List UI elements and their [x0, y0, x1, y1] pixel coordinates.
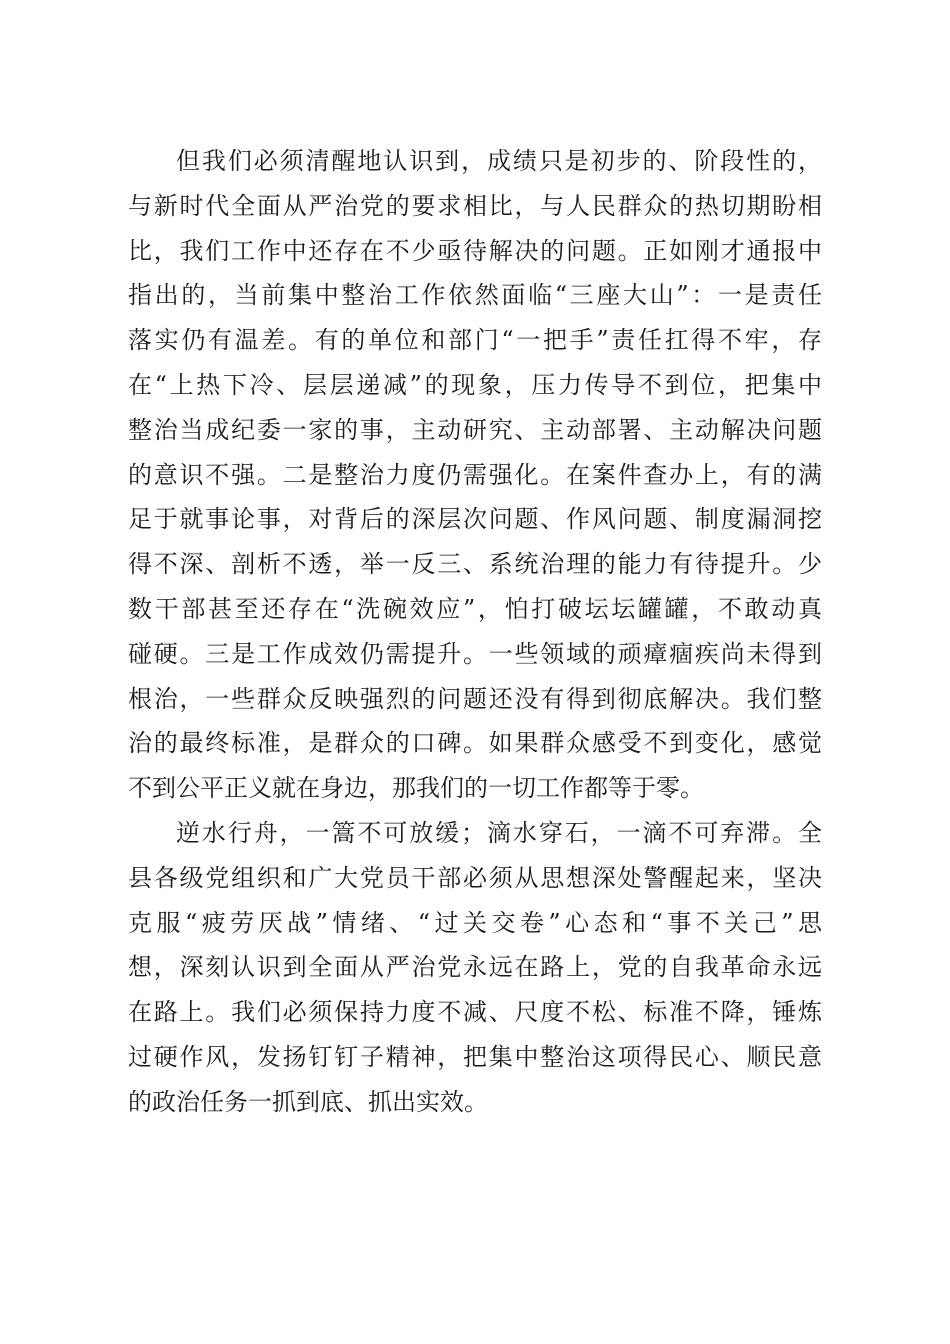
text-line: 碰硬。三是工作成效仍需提升。一些领域的顽瘴痼疾尚未得到	[128, 639, 822, 668]
text-line: 但我们必须清醒地认识到，成绩只是初步的、阶段性的，	[176, 147, 822, 175]
text-line: 在路上。我们必须保持力度不减、尺度不松、标准不降，锤炼	[128, 998, 822, 1027]
paragraph-1	[128, 139, 822, 811]
text-line: 落实仍有温差。有的单位和部门“一把手”责任扛得不牢，存	[128, 326, 822, 355]
text-line: 数干部甚至还存在“洗碗效应”，怕打破坛坛罐罐，不敢动真	[128, 594, 822, 623]
text-line: 整治当成纪委一家的事，主动研究、主动部署、主动解决问题	[128, 415, 822, 444]
text-line: 逆水行舟，一篙不可放缓；滴水穿石，一滴不可弃滞。全	[176, 818, 822, 847]
text-line: 指出的，当前集中整治工作依然面临“三座大山”：一是责任	[128, 281, 822, 310]
text-line: 不到公平正义就在身边，那我们的一切工作都等于零。	[128, 774, 704, 803]
text-line: 治的最终标准，是群众的口碑。如果群众感受不到变化，感觉	[128, 729, 822, 758]
text-line: 县各级党组织和广大党员干部必须从思想深处警醒起来，坚决	[128, 863, 822, 892]
text-line: 的意识不强。二是整治力度仍需强化。在案件查办上，有的满	[128, 460, 822, 489]
text-line: 想，深刻认识到全面从严治党永远在路上，党的自我革命永远	[128, 953, 822, 982]
text-line: 足于就事论事，对背后的深层次问题、作风问题、制度漏洞挖	[128, 505, 822, 534]
text-line: 根治，一些群众反映强烈的问题还没有得到彻底解决。我们整	[128, 684, 822, 713]
text-line: 得不深、剖析不透，举一反三、系统治理的能力有待提升。少	[128, 550, 822, 579]
text-line: 在“上热下冷、层层递减”的现象，压力传导不到位，把集中	[128, 370, 822, 399]
text-line: 的政治任务一抓到底、抓出实效。	[128, 1087, 488, 1116]
paragraph-2	[128, 811, 822, 1125]
text-line: 比，我们工作中还存在不少亟待解决的问题。正如刚才通报中	[128, 236, 822, 265]
text-line: 过硬作风，发扬钉钉子精神，把集中整治这项得民心、顺民意	[128, 1042, 822, 1071]
document-body	[128, 139, 822, 1125]
text-line: 与新时代全面从严治党的要求相比，与人民群众的热切期盼相	[128, 191, 822, 220]
text-line: 克服“疲劳厌战”情绪、“过关交卷”心态和“事不关己”思	[128, 908, 822, 937]
